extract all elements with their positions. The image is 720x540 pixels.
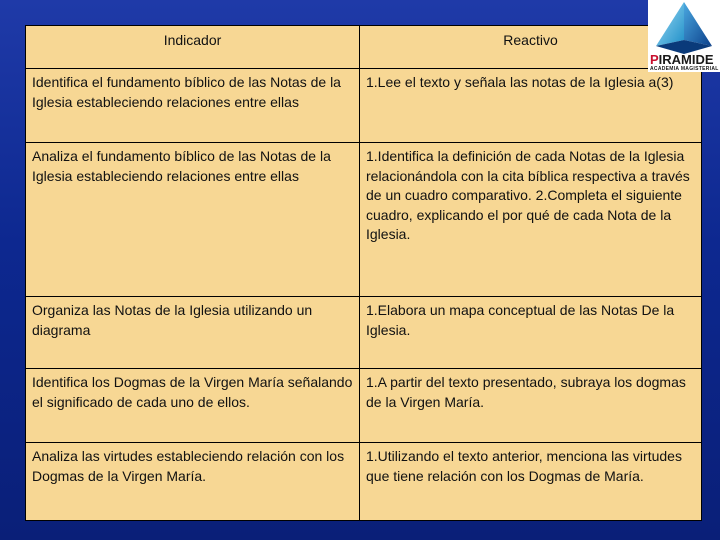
logo-wordmark: PIRAMIDE [650, 52, 714, 67]
indicador-cell: Analiza las virtudes estableciendo relación con los Dogmas de la Virgen María. [26, 443, 360, 521]
reactivo-cell: 1.A partir del texto presentado, subraya los dogmas de la Virgen María. [360, 369, 702, 443]
table-row [26, 143, 702, 297]
table-row [26, 297, 702, 369]
reactivo-cell: 1.Elabora un mapa conceptual de las Notas De la Iglesia. [360, 297, 702, 369]
table-row [26, 443, 702, 521]
header-reactivo: Reactivo [360, 26, 702, 69]
indicador-cell: Identifica los Dogmas de la Virgen María señalando el significado de cada uno de ellos. [26, 369, 360, 443]
header-indicador: Indicador [26, 26, 360, 69]
reactivo-cell: 1.Identifica la definición de cada Notas de la Iglesia relacionándola con la cita bíblica respectiva a través de un cuadro comparativo. 2.Completa el siguiente cuadro, explicando el por qué de cada Nota de la Iglesia. [360, 143, 702, 297]
content-table-container [25, 25, 701, 520]
reactivo-cell: 1.Utilizando el texto anterior, menciona las virtudes que tiene relación con los Dogmas de María. [360, 443, 702, 521]
table-header-row [26, 26, 702, 69]
pyramid-icon [648, 0, 720, 56]
indicator-table [25, 25, 702, 521]
indicador-cell: Analiza el fundamento bíblico de las Notas de la Iglesia estableciendo relaciones entre ellas [26, 143, 360, 297]
table-row [26, 369, 702, 443]
table-row [26, 69, 702, 143]
indicador-cell: Identifica el fundamento bíblico de las Notas de la Iglesia estableciendo relaciones entre ellas [26, 69, 360, 143]
logo-subtitle: ACADEMIA MAGISTERIAL [650, 66, 719, 72]
reactivo-cell: 1.Lee el texto y señala las notas de la Iglesia a(3) [360, 69, 702, 143]
indicador-cell: Organiza las Notas de la Iglesia utilizando un diagrama [26, 297, 360, 369]
piramide-logo [648, 0, 720, 72]
